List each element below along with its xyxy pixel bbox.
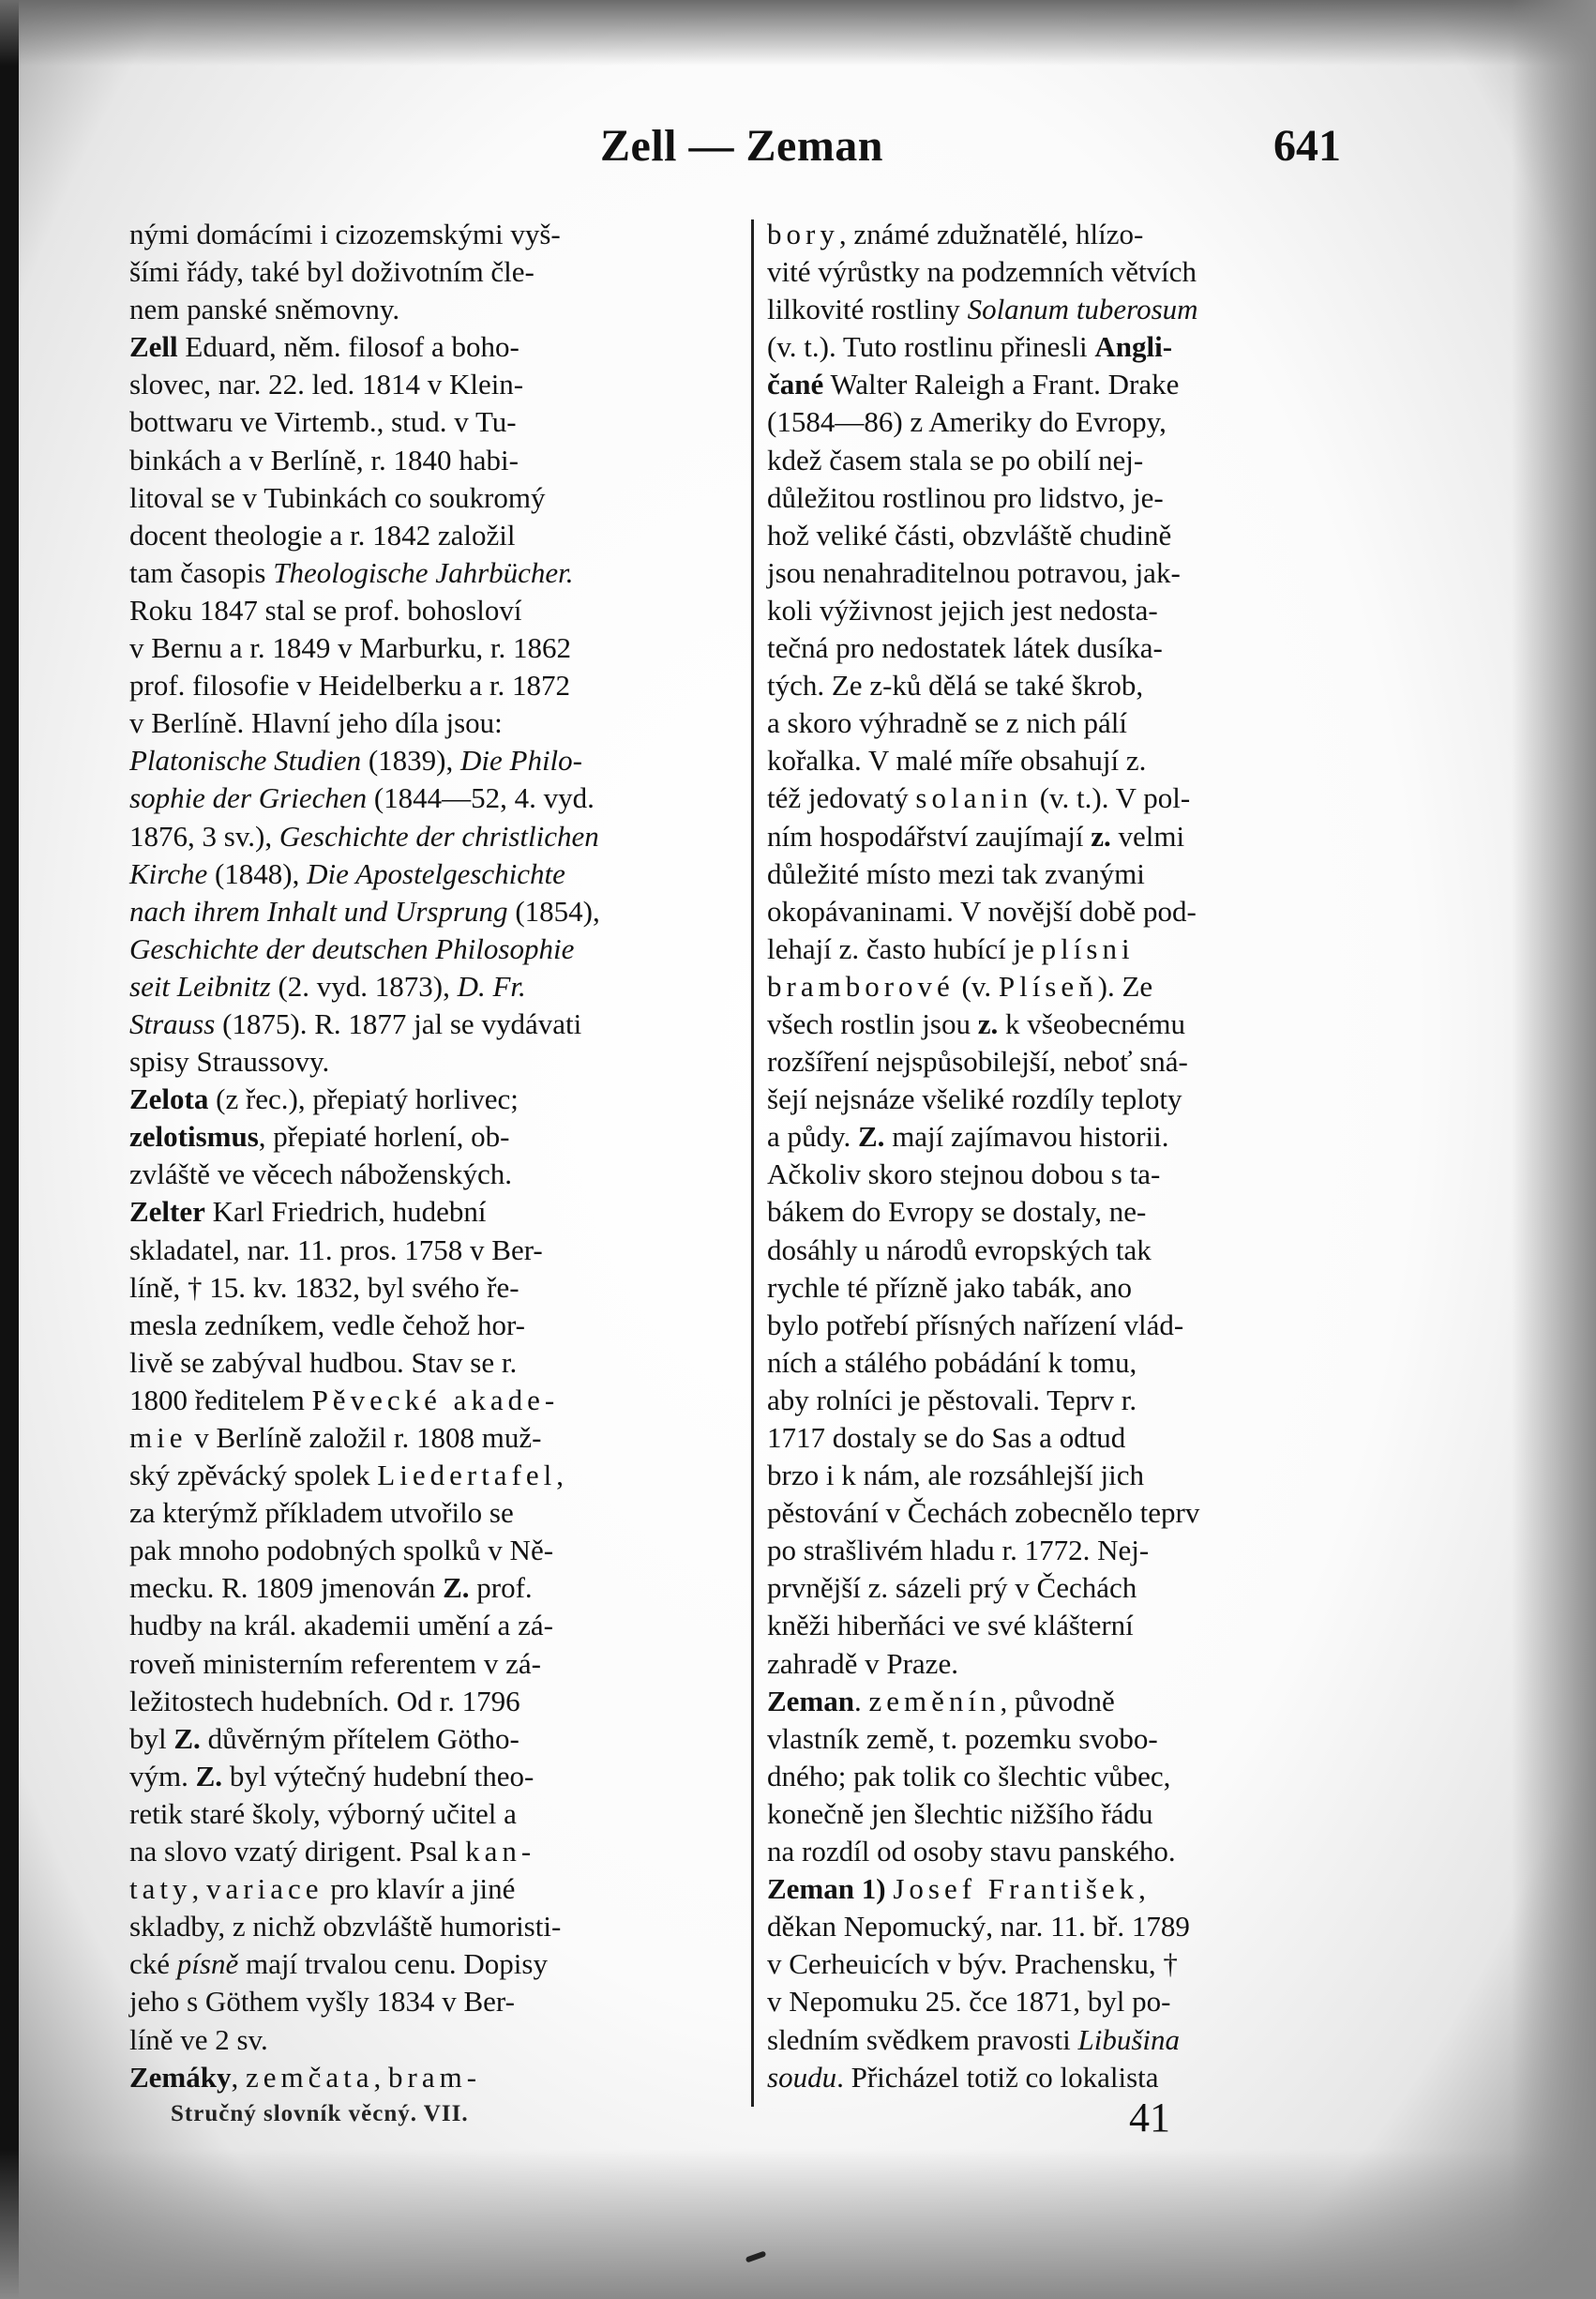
text-run: zemčata [246,2060,374,2094]
text-run: bory [767,218,839,250]
running-head: Zell — Zeman [600,121,883,171]
page-number: 641 [1273,121,1341,171]
text-run: Geschichte der christlichen [279,819,599,853]
text-run: bottwaru ve Virtemb., stud. v Tu- [129,405,517,439]
scan-shadow-right [1512,0,1596,2299]
text-line [129,930,733,968]
text-run: Z. [443,1571,470,1605]
text-run: mie [129,1421,188,1454]
text-run: . [854,1684,869,1717]
text-run: 1876, 3 sv.), [129,819,279,853]
text-line [767,1118,1367,1156]
text-run: Ačkoliv skoro stejnou dobou s ta- [767,1157,1161,1191]
text-run: okopávaninami. V novější době pod- [767,894,1197,928]
text-line [767,930,1367,968]
text-run: bákem do Evropy se dostaly, ne- [767,1195,1147,1229]
text-run: soudu [767,2060,837,2094]
text-line [129,1758,733,1795]
text-run: líně ve 2 sv. [129,2022,268,2056]
text-line [129,1457,733,1494]
text-run: vlastník země, t. pozemku svobo- [767,1721,1158,1755]
text-run: mesla zedníkem, vedle čehož hor- [129,1308,525,1341]
text-line [767,366,1367,403]
text-run: písně [176,1947,239,1981]
text-line [129,1833,733,1870]
scan-shadow-bottom [0,2149,1596,2299]
text-line [767,1607,1367,1644]
text-run: hudby na král. akademii umění a zá- [129,1609,553,1642]
text-run: zahradě v Praze. [767,1646,958,1680]
text-line [767,554,1367,592]
text-run: byl [129,1721,174,1755]
text-run: (1584—86) z Ameriky do Evropy, [767,405,1167,439]
text-line [767,1795,1367,1833]
text-line [129,1607,733,1644]
text-run: 1717 dostaly se do Sas a odtud [767,1421,1126,1454]
text-run: Plíseň [998,969,1098,1003]
text-line [129,253,733,291]
column-divider [751,219,754,2107]
text-line [129,517,733,554]
text-run: z. [1091,819,1111,853]
text-run: (v. [954,969,999,1003]
text-run: Solanum tuberosum [967,293,1198,326]
text-line [767,1532,1367,1569]
text-run: roveň ministerním referentem v zá- [129,1646,541,1680]
text-run: (z řec.), přepiatý horlivec; [208,1082,519,1116]
text-run: prof. filosofie v Heidelberku a r. 1872 [129,669,571,703]
text-run: Platonische Studien [129,744,362,778]
text-line [767,1908,1367,1945]
text-line [767,479,1367,517]
text-line [767,1683,1367,1720]
text-line [129,328,733,366]
text-line [129,442,733,479]
text-run: Zelter [129,1195,205,1229]
text-line [767,818,1367,855]
text-run: plísni [1041,931,1135,965]
text-run: prof. [469,1571,533,1605]
text-run: pěstování v Čechách zobecnělo teprv [767,1496,1200,1530]
text-run: seit Leibnitz [129,969,271,1003]
right-column [767,216,1367,2096]
text-line [767,1569,1367,1607]
text-run: ležitostech hudebních. Od r. 1796 [129,1684,520,1717]
text-line [129,1081,733,1118]
text-run: též jedovatý [767,781,916,815]
text-line [129,2059,733,2096]
text-run: Z. [173,1721,201,1755]
text-line [129,855,733,893]
text-line [129,893,733,930]
text-line [767,855,1367,893]
text-run: za kterýmž příkladem utvořilo se [129,1496,514,1530]
text-run: zvláště ve věcech náboženských. [129,1157,512,1191]
text-run: , známé zdužnatělé, hlízo- [838,218,1144,250]
text-run: jsou nenahraditelnou potravou, jak- [767,555,1181,589]
text-run: bylo potřebí přísných nařízení vlád- [767,1308,1184,1341]
text-run: Geschichte der deutschen Philosophie [129,931,575,965]
text-line [129,667,733,704]
text-line [129,1156,733,1193]
text-line [129,1795,733,1833]
text-run: (v. t.). Tuto rostlinu přinesli [767,330,1095,364]
text-run: kněži hiberňáci ve své klášterní [767,1609,1134,1642]
scan-shadow-top [0,0,1596,66]
text-line [767,1043,1367,1081]
text-line [767,1307,1367,1344]
text-line [129,1419,733,1457]
text-run: taty [129,1872,192,1906]
text-line [767,403,1367,441]
text-run: solanin [915,781,1032,815]
text-run: Libušina [1077,2022,1181,2056]
text-line [129,291,733,328]
text-run: nými domácími i cizozemskými vyš- [129,218,561,250]
text-line [767,1382,1367,1419]
text-line [129,1043,733,1081]
text-run: vité výrůstky na podzemních větvích [767,255,1197,289]
text-run: Theologische Jahrbücher. [273,555,574,589]
text-run: důležité místo mezi tak zvanými [767,856,1145,890]
text-run: . Přicházel totiž co lokalista [836,2060,1159,2094]
text-line [767,1419,1367,1457]
text-run: pro klavír a jiné [323,1872,516,1906]
text-run: 1800 ředitelem [129,1383,312,1416]
scan-border-left [0,0,19,2299]
text-line [767,1870,1367,1908]
text-run: líně, † 15. kv. 1832, byl svého ře- [129,1270,519,1304]
text-run: (v. t.). V pol- [1031,781,1191,815]
text-run: (1854), [507,894,600,928]
text-line [767,253,1367,291]
text-line [129,1269,733,1307]
text-line [767,629,1367,667]
text-run: po strašlivém hladu r. 1772. Nej- [767,1534,1150,1567]
text-line [767,1156,1367,1193]
text-line [129,1683,733,1720]
text-run: , [191,1872,206,1906]
text-run: Zeman [767,1684,854,1717]
text-line [767,1344,1367,1382]
text-run: tečná pro nedostatek látek dusíka- [767,631,1163,665]
text-line [767,893,1367,930]
text-line [129,1382,733,1419]
text-line [767,1758,1367,1795]
text-run: v Nepomuku 25. čce 1871, byl po- [767,1985,1171,2019]
text-line [767,1269,1367,1307]
text-run: (1839), [361,744,460,778]
text-run: kdež časem stala se po obilí nej- [767,443,1144,476]
text-run: dosáhly u národů evropských tak [767,1233,1152,1266]
text-line [129,704,733,742]
text-run: kan- [465,1835,536,1868]
text-run: Angli- [1094,330,1173,364]
text-line [129,1569,733,1607]
text-run: a půdy. [767,1120,858,1154]
text-run: Zeman 1) [767,1872,886,1906]
text-line [129,1645,733,1683]
text-run: bramborové [767,969,955,1003]
text-run: aby rolníci je pěstovali. Teprv r. [767,1383,1137,1416]
text-run: docent theologie a r. 1842 založil [129,518,516,552]
text-run: z. [977,1006,999,1040]
text-run: jeho s Göthem vyšly 1834 v Ber- [129,1985,515,2019]
text-run: koli výživnost jejich jest nedosta- [767,593,1158,627]
text-line [767,592,1367,629]
text-run: dného; pak tolik co šlechtic vůbec, [767,1759,1171,1792]
text-run: Eduard, něm. filosof a boho- [177,330,519,364]
text-run: Zemáky [129,2060,232,2094]
text-run: čané [767,368,824,401]
text-line [129,1006,733,1043]
text-run: Zell [129,330,178,364]
text-line [129,1532,733,1569]
text-line [129,968,733,1006]
text-run: binkách a v Berlíně, r. 1840 habi- [129,443,519,476]
text-run: sledním svědkem pravosti [767,2022,1078,2056]
text-run: šími řády, také byl doživotním čle- [129,255,535,289]
text-line [767,1006,1367,1043]
text-line [129,1193,733,1231]
text-line [767,1945,1367,1983]
text-line [129,629,733,667]
text-run: skladby, z nichž obzvláště humoristi- [129,1910,562,1944]
text-run: důvěrným přítelem Götho- [200,1721,519,1755]
text-run: prvnější z. sázeli prý v Čechách [767,1571,1137,1605]
text-run: k všeobecnému [998,1006,1185,1040]
text-run: tam časopis [129,555,274,589]
text-run: (1848), [207,856,308,890]
text-run: Z. [858,1120,885,1154]
text-line [767,779,1367,817]
text-line [767,742,1367,779]
text-run: Zelota [129,1082,209,1116]
text-line [767,667,1367,704]
text-run: , přepiaté horlení, ob- [258,1120,510,1154]
text-run: všech rostlin jsou [767,1006,978,1040]
text-run: livě se zabýval hudbou. Stav se r. [129,1345,518,1379]
text-line [767,328,1367,366]
text-line [129,1983,733,2020]
text-run: cké [129,1947,177,1981]
text-line [767,291,1367,328]
text-line [129,1344,733,1382]
sheet-signature: 41 [1129,2095,1170,2140]
text-run: zeměnín [868,1684,1001,1717]
text-run: rozšíření nejspůsobilejší, neboť sná- [767,1045,1188,1079]
text-run: slovec, nar. 22. led. 1814 v Klein- [129,368,524,401]
text-run: (1844—52, 4. vyd. [367,781,595,815]
text-run: v Berlíně. Hlavní jeho díla jsou: [129,706,503,740]
text-line [767,2021,1367,2059]
text-run: mají zajímavou historii. [884,1120,1169,1154]
text-run: Liedertafel [377,1459,557,1492]
text-line [767,1983,1367,2020]
text-line [767,1720,1367,1758]
text-line [129,1307,733,1344]
text-run: důležitou rostlinou pro lidstvo, je- [767,480,1164,514]
text-run: Walter Raleigh a Frant. Drake [823,368,1180,401]
text-line [129,403,733,441]
text-line [129,779,733,817]
text-line [129,1494,733,1532]
text-run: Z. [195,1759,223,1792]
text-run: byl výtečný hudební theo- [222,1759,535,1792]
text-line [129,1232,733,1269]
text-run: , [231,2060,246,2094]
text-run: šejí nejsnáze všeliké rozdíly teploty [767,1082,1182,1116]
signature-note: Stručný slovník věcný. VII. [171,2101,469,2126]
text-run: nach ihrem Inhalt und Ursprung [129,894,508,928]
text-run: konečně jen šlechtic nižšího řádu [767,1796,1153,1830]
text-run: velmi [1110,819,1185,853]
text-line [129,1870,733,1908]
text-line [767,517,1367,554]
text-line [767,704,1367,742]
text-line [129,366,733,403]
text-line [129,2021,733,2059]
text-line [767,1457,1367,1494]
text-run: rychle té přízně jako tabák, ano [767,1270,1133,1304]
text-run: Pěvecké akade- [311,1383,560,1416]
text-run: a skoro výhradně se z nich pálí [767,706,1127,740]
text-run: vým. [129,1759,196,1792]
text-line [129,592,733,629]
text-run: Die Philo- [460,744,582,778]
text-run: sophie der Griechen [129,781,368,815]
text-run: lehají z. často hubící je [767,931,1042,965]
text-run: pak mnoho podobných spolků v Ně- [129,1534,554,1567]
text-line [129,742,733,779]
text-line [767,442,1367,479]
text-run: bram- [388,2060,482,2094]
text-line [129,479,733,517]
text-run: v Cerheuicích v býv. Prachensku, † [767,1947,1178,1981]
text-run: v Berlíně založil r. 1808 muž- [187,1421,542,1454]
text-run: (1875). R. 1877 jal se vydávati [215,1006,582,1040]
text-run: ních a stálého pobádání k tomu, [767,1345,1137,1379]
text-run: děkan Nepomucký, nar. 11. bř. 1789 [767,1910,1190,1944]
text-line [129,1118,733,1156]
text-line [129,554,733,592]
text-run: , [556,1459,565,1492]
text-line [767,1833,1367,1870]
text-run: Kirche [129,856,208,890]
text-run: , [373,2060,389,2094]
text-line [129,1908,733,1945]
text-run: ský zpěvácký spolek [129,1459,378,1492]
text-line [129,818,733,855]
text-run: zelotismus [129,1120,259,1154]
text-run: na slovo vzatý dirigent. Psal [129,1835,466,1868]
text-run: Strauss [129,1006,216,1040]
text-line [767,1645,1367,1683]
text-run: D. Fr. [457,969,526,1003]
text-run: Karl Friedrich, hudební [204,1195,487,1229]
text-line [767,1232,1367,1269]
text-line [129,1720,733,1758]
text-run: Die Apostelgeschichte [307,856,565,890]
text-run: Josef František [893,1872,1139,1906]
left-column [129,216,733,2096]
text-run: skladatel, nar. 11. pros. 1758 v Ber- [129,1233,543,1266]
text-line [767,1193,1367,1231]
text-run: na rozdíl od osoby stavu panského. [767,1835,1176,1868]
text-line [767,968,1367,1006]
text-run: v Bernu a r. 1849 v Marburku, r. 1862 [129,631,571,665]
text-run: lilkovité rostliny [767,293,968,326]
text-run: , původně [1000,1684,1115,1717]
text-run: (2. vyd. 1873), [270,969,458,1003]
text-run: Roku 1847 stal se prof. bohosloví [129,593,522,627]
text-run: brzo i k nám, ale rozsáhlejší jich [767,1459,1145,1492]
text-run: hož veliké části, obzvláště chudině [767,518,1172,552]
text-line [767,1081,1367,1118]
text-run: mají trvalou cenu. Dopisy [238,1947,548,1981]
text-run: retik staré školy, výborný učitel a [129,1796,517,1830]
text-line [767,216,1367,253]
text-run: spisy Straussovy. [129,1045,330,1079]
text-run: , [1138,1872,1146,1906]
text-run: litoval se v Tubinkách co soukromý [129,480,546,514]
text-run: mecku. R. 1809 jmenován [129,1571,444,1605]
text-line [129,216,733,253]
text-line [767,2059,1367,2096]
text-run: nem panské sněmovny. [129,293,400,326]
text-run: ním hospodářství zaujímají [767,819,1092,853]
text-run: tých. Ze z-ků dělá se také škrob, [767,669,1144,703]
text-run: kořalka. V malé míře obsahují z. [767,744,1147,778]
text-run: ). Ze [1097,969,1153,1003]
text-line [767,1494,1367,1532]
text-run: variace [206,1872,324,1906]
text-line [129,1945,733,1983]
